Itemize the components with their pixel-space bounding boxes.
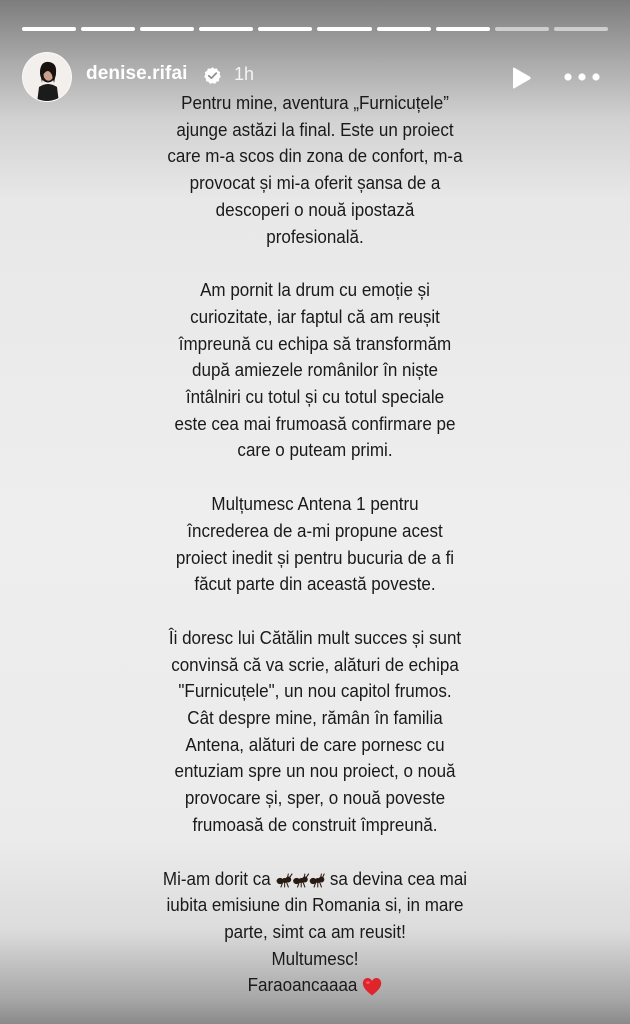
story-text: sa devina cea mai iubita emisiune din Romania si, in mare parte, simt ca am reusit! Multumesc! Faraoancaaaa (166, 867, 468, 996)
progress-segment (554, 27, 608, 31)
username[interactable]: denise.rifai (86, 63, 188, 84)
progress-segment (199, 27, 253, 31)
story-paragraph: Am pornit la drum cu emoție și curiozitate, iar faptul că am reușit împreună cu echipa să transformăm după amiezele românilor în niște întâlniri cu totul și cu totul speciale este cea mai frumoasă confirmare pe care o puteam primi. (174, 279, 456, 461)
profile-photo-icon (23, 53, 72, 102)
story-paragraph: Mulțumesc Antena 1 pentru încrederea de a-mi propune acest proiect inedit și pentru bucuria de a fi făcut parte din această poveste. (175, 493, 455, 595)
post-time: 1h (234, 64, 255, 84)
progress-segment (258, 27, 312, 31)
progress-segment (317, 27, 371, 31)
avatar[interactable] (22, 52, 72, 102)
progress-segment (140, 27, 194, 31)
story-text: Mi-am dorit ca (162, 867, 276, 889)
progress-segment (81, 27, 135, 31)
more-options-icon[interactable] (562, 70, 602, 84)
story-paragraph: Îi doresc lui Cătălin mult succes și sunt convinsă că va scrie, alături de echipa "Furnicuțele", un nou capitol frumos. Cât despre mine, rămân în familia Antena, alături de care pornesc cu entuziam spre un nou proiect, o nouă provocare și, sper, o nouă poveste frumoasă de construit împreună. (168, 626, 462, 835)
progress-segment (436, 27, 490, 31)
story-progress-bar (22, 27, 608, 31)
story-paragraph: Pentru mine, aventura „Furnicuțele” ajunge astăzi la final. Este un proiect care m-a scos din zona de confort, m-a provocat și mi-a oferit șansa de a descoperi o nouă ipostază profesională. (167, 92, 463, 247)
verified-badge-icon (203, 66, 222, 85)
play-icon[interactable] (510, 66, 532, 90)
progress-segment (495, 27, 549, 31)
story-text-block (80, 90, 549, 999)
ant-emoji-icon (275, 870, 325, 890)
progress-segment (377, 27, 431, 31)
progress-segment (22, 27, 76, 31)
story-paragraph-final (80, 866, 549, 1000)
heart-emoji-icon (362, 977, 382, 997)
